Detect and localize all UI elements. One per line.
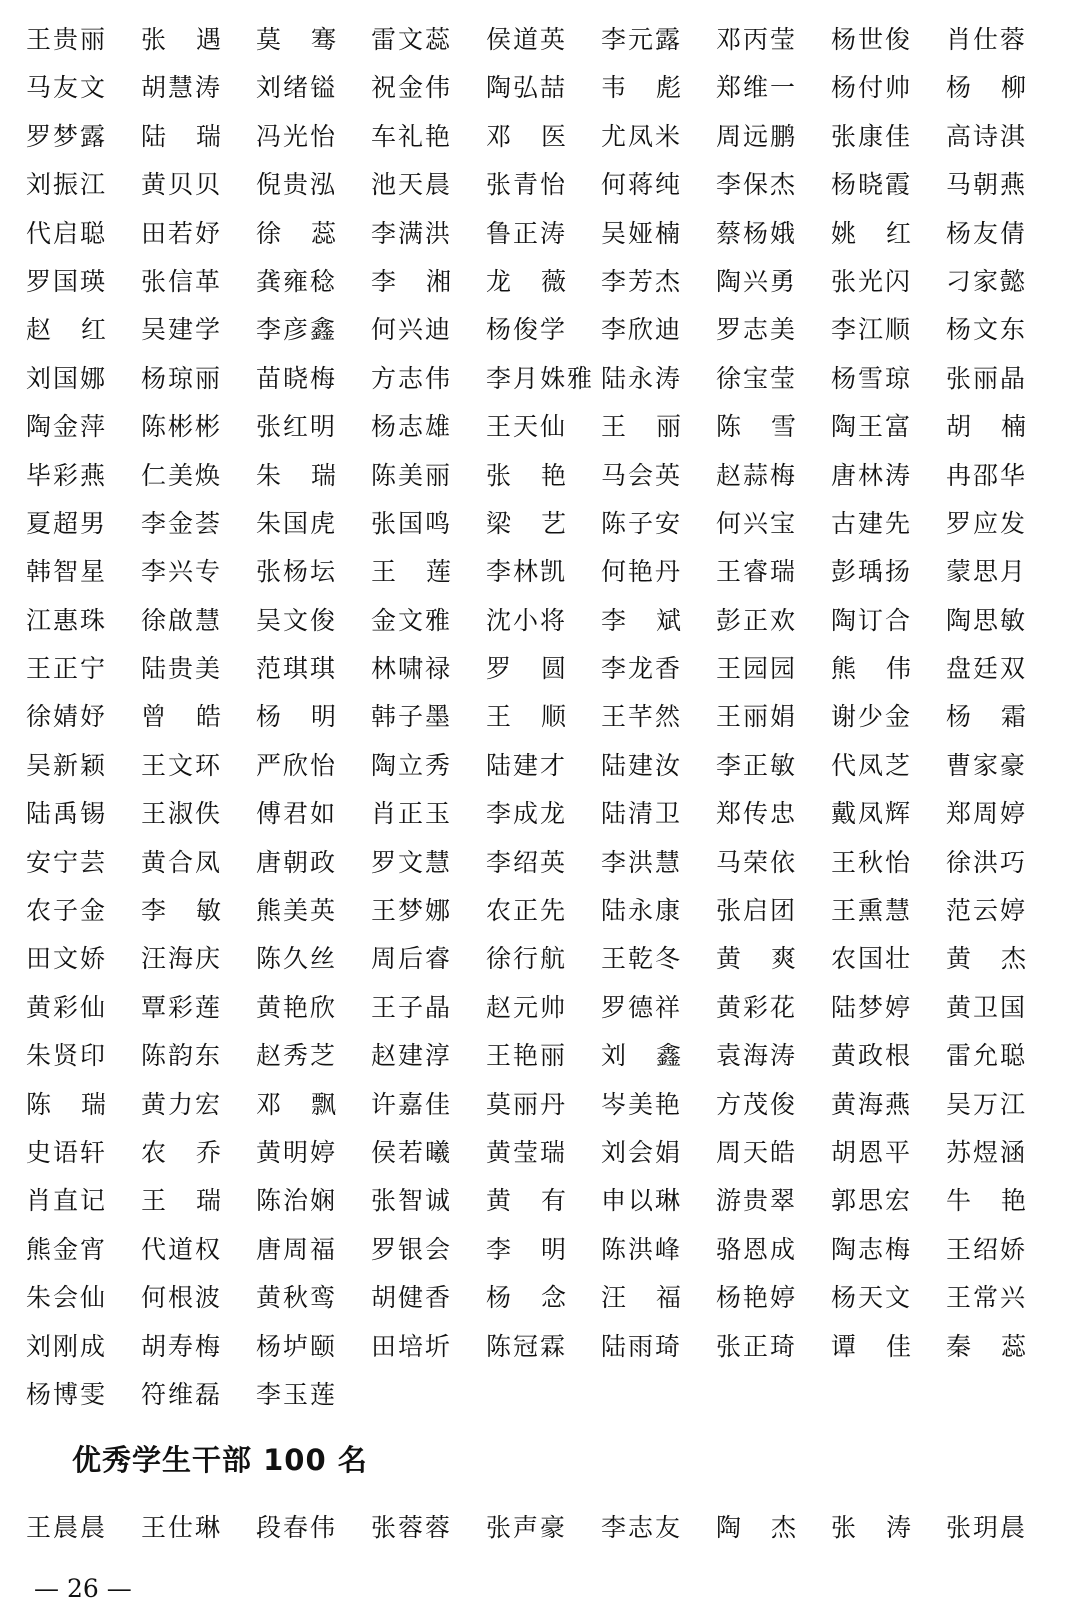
name-entry: 王晨晨 xyxy=(26,1513,108,1542)
name-entry: 陆梦婷 xyxy=(831,992,913,1022)
name-entry: 李洪慧 xyxy=(601,847,683,877)
name-entry: 黄莹瑞 xyxy=(486,1137,568,1167)
name-entry: 熊金宵 xyxy=(26,1234,108,1264)
name-entry: 郑维一 xyxy=(716,73,798,103)
name-entry: 姚 红 xyxy=(831,218,911,248)
name-entry: 雷允聪 xyxy=(946,1041,1028,1071)
name-entry: 李满洪 xyxy=(371,218,453,248)
name-entry: 李龙香 xyxy=(601,654,683,684)
name-entry: 黄秋鸾 xyxy=(256,1283,338,1313)
name-entry: 王 丽 xyxy=(601,412,681,442)
name-entry: 杨文东 xyxy=(946,315,1028,345)
name-entry: 周后睿 xyxy=(371,944,453,974)
name-entry: 陆贵美 xyxy=(141,654,223,684)
name-entry: 鲁正涛 xyxy=(486,218,568,248)
name-entry: 王常兴 xyxy=(946,1283,1028,1313)
name-entry: 朱 瑞 xyxy=(256,460,336,490)
name-entry: 王子晶 xyxy=(371,992,453,1022)
name-entry: 王贵丽 xyxy=(26,25,108,54)
name-entry: 黄力宏 xyxy=(141,1089,223,1119)
name-entry: 严欣怡 xyxy=(256,750,338,780)
name-entry: 覃彩莲 xyxy=(141,992,223,1022)
name-entry: 唐林涛 xyxy=(831,460,913,490)
name-entry: 李志友 xyxy=(601,1513,683,1542)
name-entry: 苗晓梅 xyxy=(256,363,338,393)
name-entry: 何蒋纯 xyxy=(601,170,683,200)
name-entry: 熊 伟 xyxy=(831,654,911,684)
name-entry: 朱国虎 xyxy=(256,508,338,538)
name-entry: 张蓉蓉 xyxy=(371,1513,453,1542)
name-entry: 农国壮 xyxy=(831,944,913,974)
name-entry: 张智诚 xyxy=(371,1186,453,1216)
name-entry: 张红明 xyxy=(256,412,338,442)
name-entry: 代道权 xyxy=(141,1234,223,1264)
section-heading: 优秀学生干部 100 名 xyxy=(72,1443,368,1477)
name-entry: 牛 艳 xyxy=(946,1186,1026,1216)
name-entry: 张信革 xyxy=(141,266,223,296)
name-entry: 王天仙 xyxy=(486,412,568,442)
name-entry: 王园园 xyxy=(716,654,798,684)
name-entry: 江惠珠 xyxy=(26,605,108,635)
name-entry: 王艳丽 xyxy=(486,1041,568,1071)
name-entry: 李成龙 xyxy=(486,799,568,829)
name-entry: 王丽娟 xyxy=(716,702,798,732)
name-entry: 岑美艳 xyxy=(601,1089,683,1119)
name-entry: 陆清卫 xyxy=(601,799,683,829)
name-entry: 王正宁 xyxy=(26,654,108,684)
name-entry: 蒙思月 xyxy=(946,557,1028,587)
name-entry: 黄 杰 xyxy=(946,944,1026,974)
name-entry: 仁美焕 xyxy=(141,460,223,490)
name-entry: 杨琼丽 xyxy=(141,363,223,393)
name-entry: 唐周福 xyxy=(256,1234,338,1264)
name-entry: 游贵翠 xyxy=(716,1186,798,1216)
name-entry: 史语轩 xyxy=(26,1137,108,1167)
name-entry: 安宁芸 xyxy=(26,847,108,877)
name-entry: 王仕琳 xyxy=(141,1513,223,1542)
name-entry: 符维磊 xyxy=(141,1379,223,1409)
name-entry: 李江顺 xyxy=(831,315,913,345)
name-entry: 杨雪琼 xyxy=(831,363,913,393)
name-entry: 胡健香 xyxy=(371,1283,453,1313)
name-entry: 王梦娜 xyxy=(371,896,453,926)
name-entry: 杨世俊 xyxy=(831,25,913,54)
name-entry: 彭正欢 xyxy=(716,605,798,635)
name-entry: 张启团 xyxy=(716,896,798,926)
name-entry: 李保杰 xyxy=(716,170,798,200)
name-entry: 赵秀芝 xyxy=(256,1041,338,1071)
name-entry: 邓 飘 xyxy=(256,1089,336,1119)
name-entry: 尤凤米 xyxy=(601,121,683,151)
name-entry: 何艳丹 xyxy=(601,557,683,587)
student-cadre-name-list xyxy=(26,1504,1056,1552)
name-entry: 杨 明 xyxy=(256,702,336,732)
name-entry: 李芳杰 xyxy=(601,266,683,296)
name-entry: 冯光怡 xyxy=(256,121,338,151)
name-entry: 陈洪峰 xyxy=(601,1234,683,1264)
name-entry: 黄卫国 xyxy=(946,992,1028,1022)
name-entry: 杨付帅 xyxy=(831,73,913,103)
name-entry: 陶思敏 xyxy=(946,605,1028,635)
name-entry: 赵建淳 xyxy=(371,1041,453,1071)
name-entry: 汪 福 xyxy=(601,1283,681,1313)
name-entry: 赵 红 xyxy=(26,315,106,345)
name-entry: 马友文 xyxy=(26,73,108,103)
name-entry: 徐行航 xyxy=(486,944,568,974)
name-entry: 罗 圆 xyxy=(486,654,566,684)
name-entry: 王文环 xyxy=(141,750,223,780)
name-entry: 杨垆颐 xyxy=(256,1331,338,1361)
name-entry: 陆雨琦 xyxy=(601,1331,683,1361)
name-entry: 刘刚成 xyxy=(26,1331,108,1361)
name-entry: 林啸禄 xyxy=(371,654,453,684)
name-entry: 何根波 xyxy=(141,1283,223,1313)
name-entry: 徐 蕊 xyxy=(256,218,336,248)
name-entry: 刘 鑫 xyxy=(601,1041,681,1071)
name-entry: 张 遇 xyxy=(141,25,221,54)
page-number: — 26 — xyxy=(34,1574,132,1603)
name-entry: 申以琳 xyxy=(601,1186,683,1216)
name-entry: 肖正玉 xyxy=(371,799,453,829)
name-entry: 戴凤辉 xyxy=(831,799,913,829)
name-entry: 田文娇 xyxy=(26,944,108,974)
name-entry: 吴新颖 xyxy=(26,750,108,780)
name-entry: 韩智星 xyxy=(26,557,108,587)
name-entry: 陶兴勇 xyxy=(716,266,798,296)
name-entry: 胡寿梅 xyxy=(141,1331,223,1361)
name-entry: 古建先 xyxy=(831,508,913,538)
name-entry: 韦 彪 xyxy=(601,73,681,103)
name-entry: 王 莲 xyxy=(371,557,451,587)
name-entry: 范琪琪 xyxy=(256,654,338,684)
name-entry: 蔡杨娥 xyxy=(716,218,798,248)
name-entry: 周远鹏 xyxy=(716,121,798,151)
name-entry: 祝金伟 xyxy=(371,73,453,103)
name-entry: 张声豪 xyxy=(486,1513,568,1542)
name-entry: 田若妤 xyxy=(141,218,223,248)
name-entry: 李林凯 xyxy=(486,557,568,587)
name-entry: 罗银会 xyxy=(371,1234,453,1264)
name-entry: 黄合凤 xyxy=(141,847,223,877)
name-entry: 杨晓霞 xyxy=(831,170,913,200)
name-entry: 罗梦露 xyxy=(26,121,108,151)
name-entry: 赵蒜梅 xyxy=(716,460,798,490)
name-entry: 吴文俊 xyxy=(256,605,338,635)
name-entry: 马会英 xyxy=(601,460,683,490)
name-entry: 朱贤印 xyxy=(26,1041,108,1071)
name-entry: 杨 霜 xyxy=(946,702,1026,732)
name-entry: 陈久丝 xyxy=(256,944,338,974)
name-entry: 曹家豪 xyxy=(946,750,1028,780)
name-entry: 侯若曦 xyxy=(371,1137,453,1167)
name-entry: 胡 楠 xyxy=(946,412,1026,442)
name-entry: 陶弘喆 xyxy=(486,73,568,103)
name-entry: 陆禹锡 xyxy=(26,799,108,829)
name-entry: 吴万江 xyxy=(946,1089,1028,1119)
name-entry: 刘会娟 xyxy=(601,1137,683,1167)
name-entry: 徐啟慧 xyxy=(141,605,223,635)
name-entry: 方志伟 xyxy=(371,363,453,393)
name-entry: 赵元帅 xyxy=(486,992,568,1022)
name-entry: 杨友倩 xyxy=(946,218,1028,248)
name-entry: 唐朝政 xyxy=(256,847,338,877)
name-entry: 骆恩成 xyxy=(716,1234,798,1264)
name-entry: 杨俊学 xyxy=(486,315,568,345)
name-entry: 李彦鑫 xyxy=(256,315,338,345)
name-entry: 肖直记 xyxy=(26,1186,108,1216)
name-entry: 郑周婷 xyxy=(946,799,1028,829)
name-entry: 曾 皓 xyxy=(141,702,221,732)
name-entry: 张玥晨 xyxy=(946,1513,1028,1542)
name-entry: 陶金萍 xyxy=(26,412,108,442)
name-entry: 张 涛 xyxy=(831,1513,911,1542)
name-entry: 陆 瑞 xyxy=(141,121,221,151)
name-entry: 杨天文 xyxy=(831,1283,913,1313)
name-entry: 方茂俊 xyxy=(716,1089,798,1119)
name-entry: 朱会仙 xyxy=(26,1283,108,1313)
name-entry: 黄 有 xyxy=(486,1186,566,1216)
name-entry: 刘国娜 xyxy=(26,363,108,393)
name-entry: 肖仕蓉 xyxy=(946,25,1028,54)
name-entry: 汪海庆 xyxy=(141,944,223,974)
name-entry: 池天晨 xyxy=(371,170,453,200)
name-entry: 车礼艳 xyxy=(371,121,453,151)
name-entry: 黄政根 xyxy=(831,1041,913,1071)
name-entry: 陈 瑞 xyxy=(26,1089,106,1119)
name-entry: 张康佳 xyxy=(831,121,913,151)
name-entry: 代启聪 xyxy=(26,218,108,248)
name-entry: 金文雅 xyxy=(371,605,453,635)
name-entry: 陈 雪 xyxy=(716,412,796,442)
name-entry: 农正先 xyxy=(486,896,568,926)
name-entry: 王乾冬 xyxy=(601,944,683,974)
name-entry: 熊美英 xyxy=(256,896,338,926)
name-entry: 倪贵泓 xyxy=(256,170,338,200)
name-entry: 李 斌 xyxy=(601,605,681,635)
name-entry: 胡恩平 xyxy=(831,1137,913,1167)
name-entry: 王淑佚 xyxy=(141,799,223,829)
name-entry: 龙 薇 xyxy=(486,266,566,296)
name-entry: 陈彬彬 xyxy=(141,412,223,442)
name-entry: 张 艳 xyxy=(486,460,566,490)
name-entry: 农 乔 xyxy=(141,1137,221,1167)
name-entry: 夏超男 xyxy=(26,508,108,538)
name-entry: 郑传忠 xyxy=(716,799,798,829)
name-entry: 杨 柳 xyxy=(946,73,1026,103)
name-entry: 郭思宏 xyxy=(831,1186,913,1216)
name-entry: 张青怡 xyxy=(486,170,568,200)
name-entry: 袁海涛 xyxy=(716,1041,798,1071)
name-entry: 黄明婷 xyxy=(256,1137,338,1167)
name-entry: 陈子安 xyxy=(601,508,683,538)
name-entry: 罗志美 xyxy=(716,315,798,345)
name-entry: 段春伟 xyxy=(256,1513,338,1542)
name-entry: 王睿瑞 xyxy=(716,557,798,587)
name-entry: 张正琦 xyxy=(716,1331,798,1361)
name-entry: 冉邵华 xyxy=(946,460,1028,490)
award-name-list xyxy=(26,16,1056,1419)
name-entry: 陆建汝 xyxy=(601,750,683,780)
name-entry: 陆永康 xyxy=(601,896,683,926)
name-entry: 彭瑀扬 xyxy=(831,557,913,587)
name-entry: 雷文蕊 xyxy=(371,25,453,54)
name-entry: 陆永涛 xyxy=(601,363,683,393)
name-entry: 陈冠霖 xyxy=(486,1331,568,1361)
name-entry: 莫丽丹 xyxy=(486,1089,568,1119)
name-entry: 黄海燕 xyxy=(831,1089,913,1119)
name-entry: 张国鸣 xyxy=(371,508,453,538)
name-entry: 刘振江 xyxy=(26,170,108,200)
name-entry: 王绍娇 xyxy=(946,1234,1028,1264)
name-entry: 陶王富 xyxy=(831,412,913,442)
name-entry: 高诗淇 xyxy=(946,121,1028,151)
name-entry: 王 瑞 xyxy=(141,1186,221,1216)
name-entry: 杨艳婷 xyxy=(716,1283,798,1313)
name-entry: 傅君如 xyxy=(256,799,338,829)
name-entry: 陶订合 xyxy=(831,605,913,635)
name-entry: 秦 蕊 xyxy=(946,1331,1026,1361)
name-entry: 李兴专 xyxy=(141,557,223,587)
name-entry: 许嘉佳 xyxy=(371,1089,453,1119)
name-entry: 徐洪巧 xyxy=(946,847,1028,877)
name-entry: 刘绪镒 xyxy=(256,73,338,103)
name-entry: 苏煜涵 xyxy=(946,1137,1028,1167)
name-entry: 胡慧涛 xyxy=(141,73,223,103)
name-entry: 韩子墨 xyxy=(371,702,453,732)
name-entry: 范云婷 xyxy=(946,896,1028,926)
name-entry: 罗应发 xyxy=(946,508,1028,538)
name-entry: 吴建学 xyxy=(141,315,223,345)
name-entry: 李正敏 xyxy=(716,750,798,780)
name-entry: 杨 念 xyxy=(486,1283,566,1313)
name-entry: 罗国瑛 xyxy=(26,266,108,296)
name-entry: 李玉莲 xyxy=(256,1379,338,1409)
name-entry: 陈韵东 xyxy=(141,1041,223,1071)
name-entry: 张光闪 xyxy=(831,266,913,296)
name-entry: 谭 佳 xyxy=(831,1331,911,1361)
name-entry: 李金荟 xyxy=(141,508,223,538)
name-entry: 刁家懿 xyxy=(946,266,1028,296)
name-entry: 李 湘 xyxy=(371,266,451,296)
name-entry: 陶 杰 xyxy=(716,1513,796,1542)
name-entry: 李月姝雅 xyxy=(486,363,595,393)
name-entry: 陆建才 xyxy=(486,750,568,780)
name-entry: 黄艳欣 xyxy=(256,992,338,1022)
name-entry: 杨博雯 xyxy=(26,1379,108,1409)
name-entry: 张丽晶 xyxy=(946,363,1028,393)
name-entry: 陈治娴 xyxy=(256,1186,338,1216)
name-entry: 莫 骞 xyxy=(256,25,336,54)
name-entry: 王秋怡 xyxy=(831,847,913,877)
name-entry: 徐宝莹 xyxy=(716,363,798,393)
name-entry: 罗文慧 xyxy=(371,847,453,877)
name-entry: 田培圻 xyxy=(371,1331,453,1361)
name-entry: 周天皓 xyxy=(716,1137,798,1167)
name-entry: 黄彩花 xyxy=(716,992,798,1022)
name-entry: 代凤芝 xyxy=(831,750,913,780)
name-entry: 何兴宝 xyxy=(716,508,798,538)
name-entry: 陶立秀 xyxy=(371,750,453,780)
name-entry: 梁 艺 xyxy=(486,508,566,538)
name-entry: 王芊然 xyxy=(601,702,683,732)
name-entry: 徐婧妤 xyxy=(26,702,108,732)
name-entry: 张杨坛 xyxy=(256,557,338,587)
name-entry: 沈小将 xyxy=(486,605,568,635)
name-entry: 李绍英 xyxy=(486,847,568,877)
name-entry: 李欣迪 xyxy=(601,315,683,345)
name-entry: 龚雍稔 xyxy=(256,266,338,296)
name-entry: 农子金 xyxy=(26,896,108,926)
name-entry: 陈美丽 xyxy=(371,460,453,490)
name-entry: 李 敏 xyxy=(141,896,221,926)
name-entry: 马荣依 xyxy=(716,847,798,877)
name-entry: 罗德祥 xyxy=(601,992,683,1022)
name-entry: 李元露 xyxy=(601,25,683,54)
name-entry: 邓丙莹 xyxy=(716,25,798,54)
name-entry: 杨志雄 xyxy=(371,412,453,442)
name-entry: 毕彩燕 xyxy=(26,460,108,490)
name-entry: 黄 爽 xyxy=(716,944,796,974)
name-entry: 王 顺 xyxy=(486,702,566,732)
name-entry: 邓 医 xyxy=(486,121,566,151)
name-entry: 谢少金 xyxy=(831,702,913,732)
name-entry: 盘廷双 xyxy=(946,654,1028,684)
name-entry: 陶志梅 xyxy=(831,1234,913,1264)
name-entry: 李 明 xyxy=(486,1234,566,1264)
name-entry: 王熏慧 xyxy=(831,896,913,926)
name-entry: 黄彩仙 xyxy=(26,992,108,1022)
name-entry: 黄贝贝 xyxy=(141,170,223,200)
name-entry: 何兴迪 xyxy=(371,315,453,345)
name-entry: 吴娅楠 xyxy=(601,218,683,248)
name-entry: 侯道英 xyxy=(486,25,568,54)
name-entry: 马朝燕 xyxy=(946,170,1028,200)
